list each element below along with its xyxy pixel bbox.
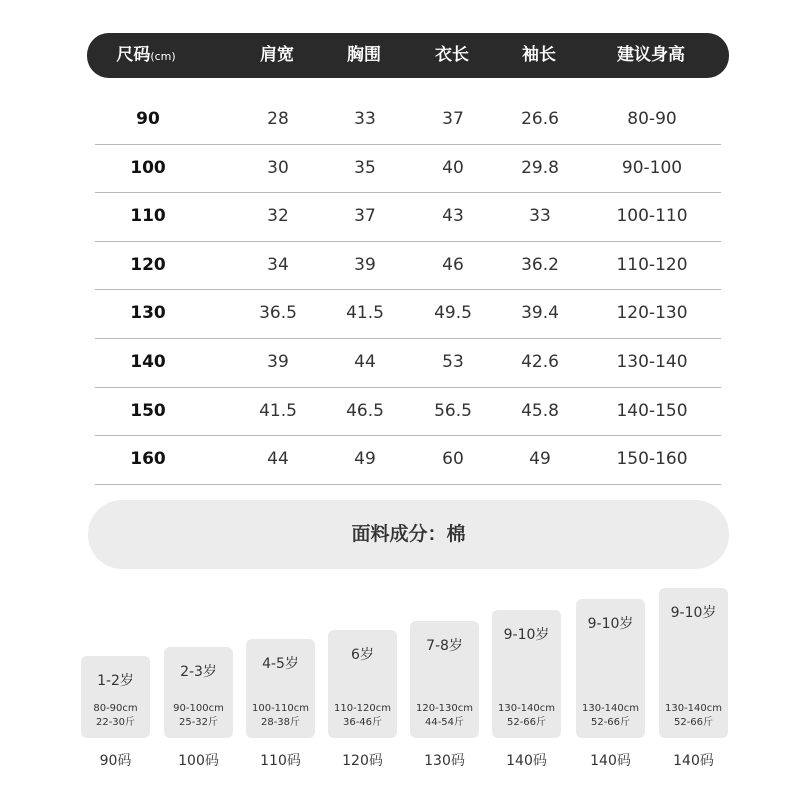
cell-chest: 35 (354, 157, 376, 178)
cell-size: 130 (130, 303, 166, 324)
cell-height: 90-100 (621, 157, 683, 178)
cell-size: 100 (130, 157, 166, 178)
cell-size: 160 (130, 449, 166, 470)
card-weight-range: 36-46斤 (342, 717, 383, 728)
card-detail (164, 702, 233, 730)
cell-shoulder: 44 (267, 449, 289, 470)
cell-length: 37 (442, 109, 464, 129)
cell-shoulder: 36.5 (259, 303, 297, 324)
card-height-range: 100-110cm (251, 703, 310, 714)
cell-shoulder: 34 (267, 254, 289, 275)
cell-shoulder: 39 (267, 351, 289, 372)
size-code-label: 140码 (590, 753, 631, 769)
cell-height: 120-130 (616, 303, 688, 324)
cell-size: 120 (130, 254, 166, 275)
card-detail (410, 702, 479, 730)
size-code-label: 130码 (424, 753, 465, 769)
cell-length: 56.5 (434, 400, 472, 421)
cell-sleeve: 36.2 (521, 254, 559, 275)
cell-chest: 46.5 (346, 400, 384, 421)
table-row (95, 339, 721, 388)
header-sleeve: 袖长 (522, 45, 556, 65)
size-card (659, 588, 728, 738)
cell-sleeve: 49 (529, 449, 551, 470)
card-detail (492, 702, 561, 730)
cell-sleeve: 42.6 (521, 351, 559, 372)
cell-height: 140-150 (616, 400, 688, 421)
card-age: 7-8岁 (426, 638, 463, 654)
card-age: 9-10岁 (587, 616, 634, 632)
header-size-unit: (cm) (150, 50, 176, 63)
card-age: 9-10岁 (503, 627, 550, 643)
card-height-range: 90-100cm (173, 703, 224, 714)
cell-size: 140 (130, 351, 166, 372)
cell-height: 130-140 (616, 351, 688, 372)
cell-chest: 41.5 (346, 303, 384, 324)
card-detail (81, 702, 150, 730)
cell-chest: 49 (354, 449, 376, 470)
card-height-range: 130-140cm (664, 703, 723, 714)
card-detail (576, 702, 645, 730)
cell-height: 110-120 (616, 254, 688, 275)
header-chest: 胸围 (347, 45, 381, 65)
cell-chest: 33 (354, 109, 376, 129)
cell-length: 60 (442, 449, 464, 470)
table-row (95, 290, 721, 339)
size-card (492, 610, 561, 738)
card-weight-range: 25-32斤 (178, 717, 219, 728)
cell-shoulder: 41.5 (259, 400, 297, 421)
cell-shoulder: 30 (267, 157, 289, 178)
table-row (95, 436, 721, 485)
size-card (328, 630, 397, 738)
card-weight-range: 22-30斤 (95, 717, 136, 728)
cell-shoulder: 28 (267, 109, 289, 129)
size-code-label: 120码 (342, 753, 383, 769)
cell-sleeve: 29.8 (521, 157, 559, 178)
cell-chest: 37 (354, 206, 376, 227)
cell-size: 110 (130, 206, 166, 227)
card-weight-range: 28-38斤 (260, 717, 301, 728)
size-code-label: 140码 (673, 753, 714, 769)
cell-sleeve: 33 (529, 206, 551, 227)
size-card (410, 621, 479, 738)
cell-sleeve: 45.8 (521, 400, 559, 421)
table-row (95, 388, 721, 437)
size-card (246, 639, 315, 738)
card-detail (246, 702, 315, 730)
table-row (95, 96, 721, 145)
cell-height: 150-160 (616, 449, 688, 470)
cell-height: 100-110 (616, 206, 688, 227)
cell-length: 43 (442, 206, 464, 227)
cell-height: 80-90 (627, 109, 677, 129)
cell-chest: 39 (354, 254, 376, 275)
header-shoulder: 肩宽 (260, 45, 294, 65)
cell-sleeve: 26.6 (521, 109, 559, 129)
size-chart-header (87, 33, 729, 78)
card-age: 1-2岁 (97, 673, 134, 689)
cell-shoulder: 32 (267, 206, 289, 227)
cell-sleeve: 39.4 (521, 303, 559, 324)
card-age: 2-3岁 (180, 664, 217, 680)
size-table (95, 96, 721, 485)
card-weight-range: 44-54斤 (424, 717, 465, 728)
cell-length: 53 (442, 351, 464, 372)
card-height-range: 120-130cm (415, 703, 474, 714)
card-height-range: 130-140cm (581, 703, 640, 714)
card-age: 6岁 (351, 647, 374, 663)
card-height-range: 130-140cm (497, 703, 556, 714)
size-card (576, 599, 645, 738)
size-code-label: 90码 (99, 753, 132, 769)
table-row (95, 242, 721, 291)
card-weight-range: 52-66斤 (506, 717, 547, 728)
card-detail (328, 702, 397, 730)
size-code-label: 110码 (260, 753, 301, 769)
size-card (164, 647, 233, 738)
card-height-range: 80-90cm (93, 703, 138, 714)
header-height: 建议身高 (617, 45, 685, 65)
header-size: 尺码(cm) (116, 45, 176, 65)
cell-length: 46 (442, 254, 464, 275)
size-card (81, 656, 150, 738)
card-weight-range: 52-66斤 (590, 717, 631, 728)
fabric-composition: 面料成分：棉 (88, 500, 729, 569)
cell-chest: 44 (354, 351, 376, 372)
cell-size: 90 (136, 109, 160, 129)
card-age: 4-5岁 (262, 656, 299, 672)
card-age: 9-10岁 (670, 605, 717, 621)
card-height-range: 110-120cm (333, 703, 392, 714)
cell-length: 49.5 (434, 303, 472, 324)
cell-length: 40 (442, 157, 464, 178)
cell-size: 150 (130, 400, 166, 421)
table-row (95, 145, 721, 194)
table-row (95, 193, 721, 242)
size-code-label: 100码 (178, 753, 219, 769)
card-detail (659, 702, 728, 730)
card-weight-range: 52-66斤 (673, 717, 714, 728)
header-length: 衣长 (435, 45, 469, 65)
size-code-label: 140码 (506, 753, 547, 769)
